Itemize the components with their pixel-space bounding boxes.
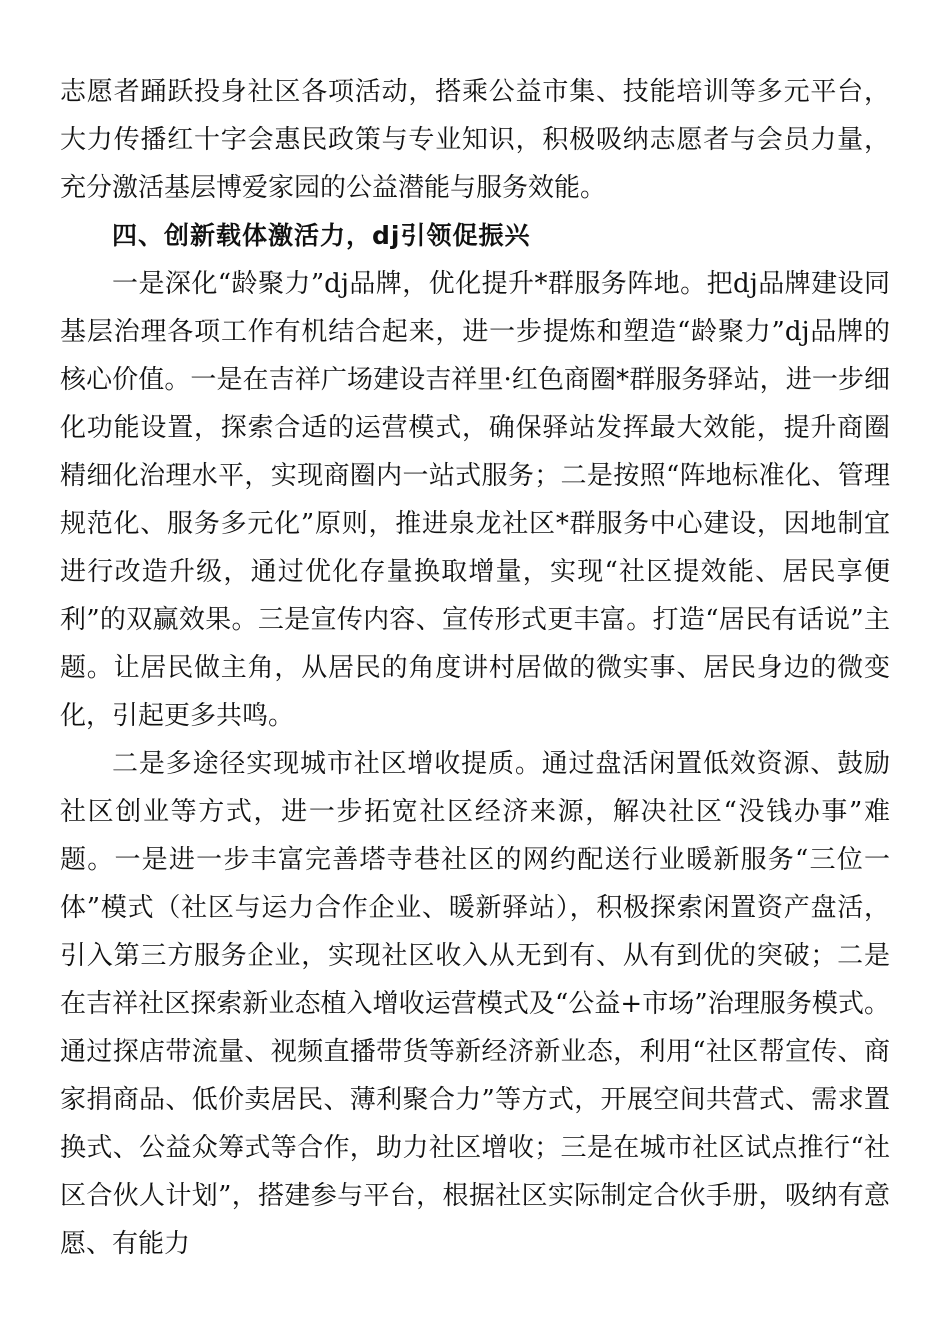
paragraph-continuation: 志愿者踊跃投身社区各项活动，搭乘公益市集、技能培训等多元平台，大力传播红十字会惠民政策与专业知识，积极吸纳志愿者与会员力量，充分激活基层博爱家园的公益潜能与服务效能。 [60,77,890,203]
paragraph-community-income: 二是多途径实现城市社区增收提质。通过盘活闲置低效资源、鼓励社区创业等方式，进一步拓宽社区经济来源，解决社区“没钱办事”难题。一是进一步丰富完善塔寺巷社区的网约配送行业暖新服务“三位一体”模式（社区与运力合作企业、暖新驿站），积极探索闲置资产盘活，引入第三方服务企业，实现社区收入从无到有、从有到优的突破；二是在吉祥社区探索新业态植入增收运营模式及“公益+市场”治理服务模式。通过探店带流量、视频直播带货等新经济新业态，利用“社区帮宣传、商家捐商品、低价卖居民、薄利聚合力”等方式，开展空间共营式、需求置换式、公益众筹式等合作，助力社区增收；三是在城市社区试点推行“社区合伙人计划”，搭建参与平台，根据社区实际制定合伙手册，吸纳有意愿、有能力 [60,749,890,1259]
paragraph-brand-building: 一是深化“龄聚力”dj品牌，优化提升*群服务阵地。把dj品牌建设同基层治理各项工作有机结合起来，进一步提炼和塑造“龄聚力”dj品牌的核心价值。一是在吉祥广场建设吉祥里·红色商圈*群服务驿站，进一步细化功能设置，探索合适的运营模式，确保驿站发挥最大效能，提升商圈精细化治理水平，实现商圈内一站式服务；二是按照“阵地标准化、管理规范化、服务多元化”原则，推进泉龙社区*群服务中心建设，因地制宜进行改造升级，通过优化存量换取增量，实现“社区提效能、居民享便利”的双赢效果。三是宣传内容、宣传形式更丰富。打造“居民有话说”主题。让居民做主角，从居民的角度讲村居做的微实事、居民身边的微变化，引起更多共鸣。 [60,269,890,731]
section-heading: 四、创新载体激活力，dj引领促振兴 [112,221,531,250]
document-body [60,68,890,1268]
